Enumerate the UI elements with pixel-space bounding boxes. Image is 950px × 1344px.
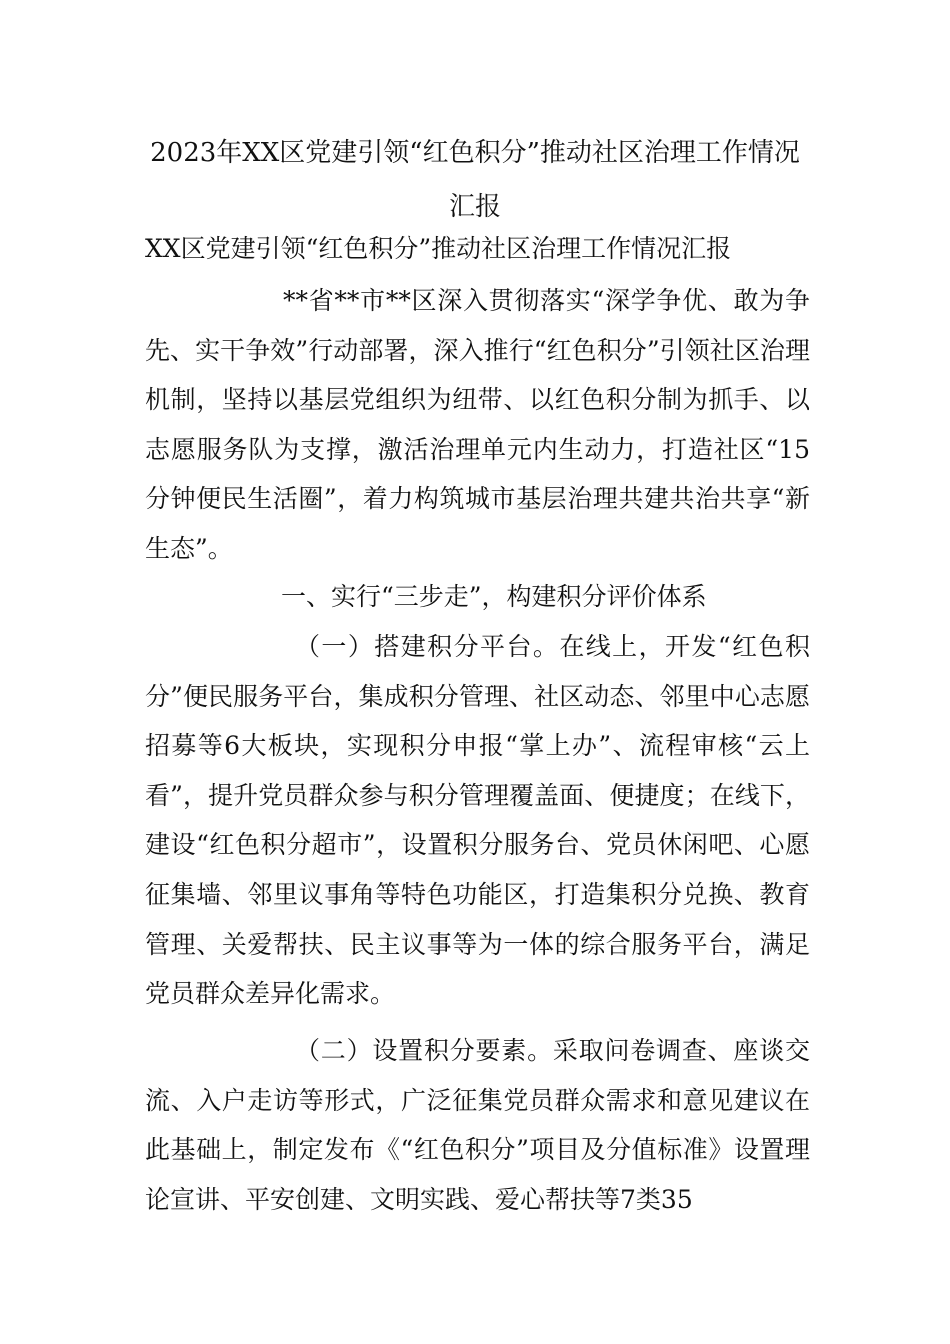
- section-item-paragraph: （二）设置积分要素。采取问卷调查、座谈交流、入户走访等形式，广泛征集党员群众需求和意见建议在此基础上，制定发布《“红色积分”项目及分值标准》设置理论宣讲、平安创建、文明实践、爱心帮扶等7类35: [145, 1036, 810, 1214]
- section-heading: 一、实行“三步走”，构建积分评价体系: [281, 582, 707, 611]
- document-subtitle: XX区党建引领“红色积分”推动社区治理工作情况汇报: [145, 234, 732, 263]
- intro-paragraph: **省**市**区深入贯彻落实“深学争优、敢为争先、实干争效”行动部署，深入推行“红色积分”引领社区治理机制，坚持以基层党组织为纽带、以红色积分制为抓手、以志愿服务队为支撑，激活治理单元内生动力，打造社区“15分钟便民生活圈”，着力构筑城市基层治理共建共治共享“新生态”。: [145, 286, 810, 563]
- document-title: 2023年XX区党建引领“红色积分”推动社区治理工作情况汇报: [150, 138, 800, 222]
- section-item-paragraph: （一）搭建积分平台。在线上，开发“红色积分”便民服务平台，集成积分管理、社区动态、邻里中心志愿招募等6大板块，实现积分申报“掌上办”、流程审核“云上看”，提升党员群众参与积分管理覆盖面、便捷度；在线下，建设“红色积分超市”，设置积分服务台、党员休闲吧、心愿征集墙、邻里议事角等特色功能区，打造集积分兑换、教育管理、关爱帮扶、民主议事等为一体的综合服务平台，满足党员群众差异化需求。: [145, 632, 810, 1009]
